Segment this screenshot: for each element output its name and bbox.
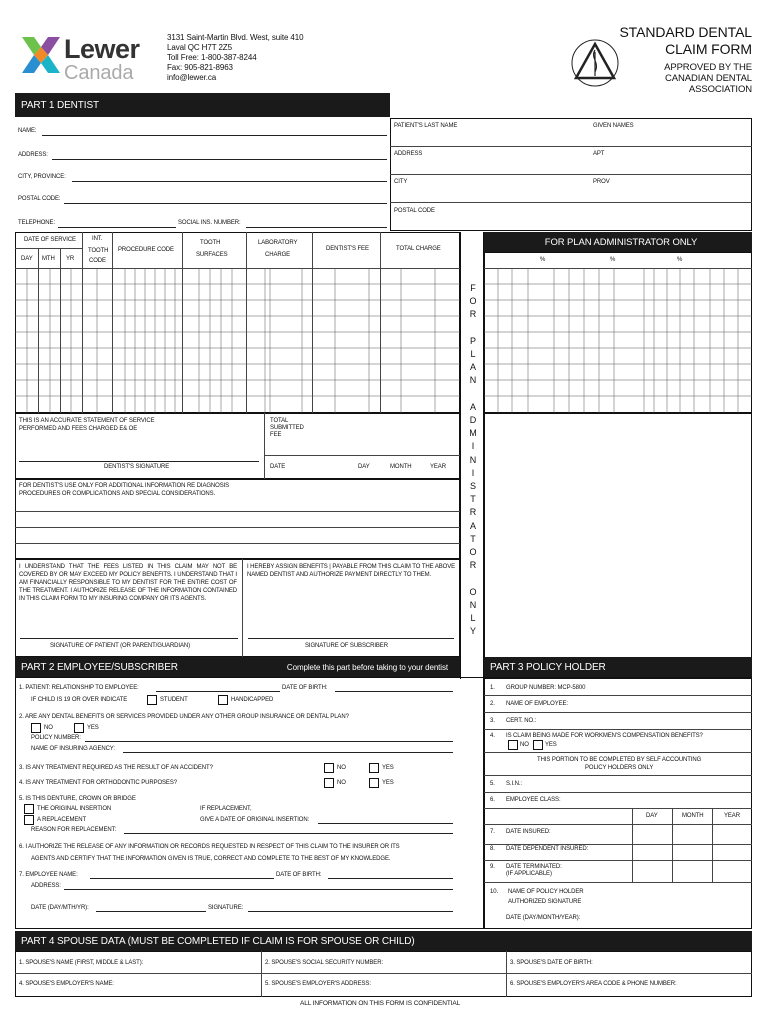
other-plan-no-checkbox[interactable] xyxy=(31,723,41,733)
admin-vertical-letter: O xyxy=(469,296,477,307)
date-insured[interactable]: DATE INSURED: xyxy=(506,829,551,835)
admin-vertical-letter: D xyxy=(469,415,477,426)
employee-address-field[interactable] xyxy=(64,889,453,890)
name-field[interactable] xyxy=(42,135,387,136)
employee-dob-field[interactable] xyxy=(328,878,453,879)
accident-yes-checkbox[interactable] xyxy=(369,763,379,773)
patient-postal[interactable]: POSTAL CODE xyxy=(394,208,435,214)
admin-vertical-strip xyxy=(460,232,484,679)
admin-vertical-letter: N xyxy=(469,454,477,465)
admin-vertical-letter: S xyxy=(470,481,476,492)
ortho-yes-checkbox[interactable] xyxy=(369,778,379,788)
postal-field[interactable] xyxy=(64,203,387,204)
admin-vertical-letter: A xyxy=(470,520,476,531)
date-dependent-insured[interactable]: DATE DEPENDENT INSURED: xyxy=(506,846,589,852)
city-field[interactable] xyxy=(72,181,387,182)
spouse-employer[interactable]: 4. SPOUSE'S EMPLOYER'S NAME: xyxy=(19,981,114,987)
lewer-logo-icon xyxy=(20,33,62,77)
admin-vertical-letter: F xyxy=(470,283,476,293)
admin-vertical-letter: T xyxy=(470,533,476,544)
admin-vertical-letter: R xyxy=(469,560,477,571)
admin-header: FOR PLAN ADMINISTRATOR ONLY xyxy=(484,232,752,252)
admin-vertical-letter: R xyxy=(469,507,477,518)
workmens-no-checkbox[interactable] xyxy=(508,740,518,750)
sin-p3[interactable]: S.I.N.: xyxy=(506,781,522,787)
approved-by: APPROVED BY THE CANADIAN DENTAL ASSOCIATION xyxy=(664,62,752,95)
dentist-signature-field[interactable] xyxy=(19,461,259,462)
admin-vertical-letter: A xyxy=(470,362,476,373)
patient-last-name[interactable]: PATIENT'S LAST NAME xyxy=(394,123,458,129)
city-label: CITY, PROVINCE: xyxy=(18,174,66,180)
policy-number-field[interactable] xyxy=(85,741,453,742)
telephone-label: TELEPHONE: xyxy=(18,220,56,226)
address-label: ADDRESS: xyxy=(18,152,48,158)
employee-name-field[interactable] xyxy=(90,878,274,879)
admin-vertical-letter: R xyxy=(469,309,477,320)
admin-grid-lines xyxy=(484,268,752,413)
cda-seal-icon xyxy=(570,38,620,88)
service-grid-lines xyxy=(15,268,460,413)
company-name: Lewer xyxy=(64,34,140,64)
admin-vertical-letter: N xyxy=(469,599,477,610)
group-number: GROUP NUMBER: MCP-5800 xyxy=(506,685,586,691)
insuring-agency-field[interactable] xyxy=(123,752,453,753)
part3-header: PART 3 POLICY HOLDER xyxy=(484,657,752,677)
admin-vertical-letter xyxy=(461,388,485,401)
spouse-name[interactable]: 1. SPOUSE'S NAME (FIRST, MIDDLE & LAST): xyxy=(19,960,144,966)
spouse-employer-phone[interactable]: 6. SPOUSE'S EMPLOYER'S AREA CODE & PHONE NUMBER: xyxy=(510,981,677,987)
admin-vertical-letter: M xyxy=(469,428,477,439)
sin-field[interactable] xyxy=(246,227,387,228)
patient-prov[interactable]: PROV xyxy=(593,179,610,185)
patient-dob-field[interactable] xyxy=(335,691,453,692)
part2-header: PART 2 EMPLOYEE/SUBSCRIBER Complete this part before taking to your dentist xyxy=(15,657,460,677)
admin-area[interactable] xyxy=(484,413,752,679)
confidential-footer: ALL INFORMATION ON THIS FORM IS CONFIDENTIAL xyxy=(300,1000,461,1007)
admin-vertical-letter: I xyxy=(471,467,475,478)
patient-city[interactable]: CITY xyxy=(394,179,408,185)
sin-label: SOCIAL INS. NUMBER: xyxy=(178,220,241,226)
original-insertion-checkbox[interactable] xyxy=(24,804,34,814)
relationship-field[interactable] xyxy=(156,691,280,692)
ortho-no-checkbox[interactable] xyxy=(324,778,334,788)
admin-vertical-letter xyxy=(461,322,485,335)
company-country: Canada xyxy=(64,62,134,84)
reason-field[interactable] xyxy=(124,833,453,834)
policy-holder-date[interactable]: DATE (DAY/MONTH/YEAR): xyxy=(506,915,581,921)
admin-vertical-letter: I xyxy=(471,441,475,452)
name-label: NAME: xyxy=(18,128,37,134)
patient-apt[interactable]: APT xyxy=(593,151,605,157)
employee-class[interactable]: EMPLOYEE CLASS: xyxy=(506,797,561,803)
workmens-yes-checkbox[interactable] xyxy=(533,740,543,750)
admin-vertical-letter: L xyxy=(470,349,476,360)
part4-header: PART 4 SPOUSE DATA (MUST BE COMPLETED IF CLAIM IS FOR SPOUSE OR CHILD) xyxy=(15,931,752,951)
employee-signature-field[interactable] xyxy=(248,911,453,912)
admin-vertical-letter: O xyxy=(469,586,477,597)
cert-no[interactable]: CERT. NO.: xyxy=(506,718,537,724)
admin-vertical-letter xyxy=(461,572,485,585)
date-terminated[interactable]: DATE TERMINATED: xyxy=(506,864,562,870)
patient-address[interactable]: ADDRESS xyxy=(394,151,423,157)
dentist-signature-label: DENTIST'S SIGNATURE xyxy=(104,464,170,470)
employee-name-p3[interactable]: NAME OF EMPLOYEE: xyxy=(506,701,568,707)
employee-date-field[interactable] xyxy=(96,911,206,912)
student-checkbox[interactable] xyxy=(147,695,157,705)
patient-given-names[interactable]: GIVEN NAMES xyxy=(593,123,634,129)
policy-holder-signature[interactable]: AUTHORIZED SIGNATURE xyxy=(508,899,582,905)
admin-vertical-letter: O xyxy=(469,547,477,558)
original-insertion-date-field[interactable] xyxy=(318,823,453,824)
spouse-ssn[interactable]: 2. SPOUSE'S SOCIAL SECURITY NUMBER: xyxy=(265,960,384,966)
date-of-service-header: DATE OF SERVICE xyxy=(24,237,76,243)
address-field[interactable] xyxy=(52,159,387,160)
admin-vertical-letter: Y xyxy=(470,626,476,637)
part1-header: PART 1 DENTIST xyxy=(15,93,390,117)
spouse-dob[interactable]: 3. SPOUSE'S DATE OF BIRTH: xyxy=(510,960,593,966)
accident-no-checkbox[interactable] xyxy=(324,763,334,773)
replacement-checkbox[interactable] xyxy=(24,815,34,825)
form-title: STANDARD DENTAL CLAIM FORM xyxy=(619,24,752,57)
admin-vertical-letter: N xyxy=(469,375,477,386)
part4-box xyxy=(15,951,752,997)
admin-vertical-letter: L xyxy=(470,613,476,624)
postal-label: POSTAL CODE: xyxy=(18,196,61,202)
handicapped-checkbox[interactable] xyxy=(218,695,228,705)
admin-vertical-letter: A xyxy=(470,401,476,412)
company-address: 3131 Saint-Martin Blvd. West, suite 410 Laval QC H7T 2Z5 Toll Free: 1-800-387-8244 Fax: 905-821-8963 info@lewer.ca xyxy=(167,33,304,82)
subscriber-signature-field[interactable] xyxy=(248,638,454,639)
other-plan-yes-checkbox[interactable] xyxy=(74,723,84,733)
admin-vertical-letter: P xyxy=(470,335,476,346)
spouse-employer-address[interactable]: 5. SPOUSE'S EMPLOYER'S ADDRESS: xyxy=(265,981,371,987)
admin-vertical-letter: T xyxy=(470,494,476,505)
telephone-field[interactable] xyxy=(58,227,176,228)
patient-signature-field[interactable] xyxy=(20,638,238,639)
